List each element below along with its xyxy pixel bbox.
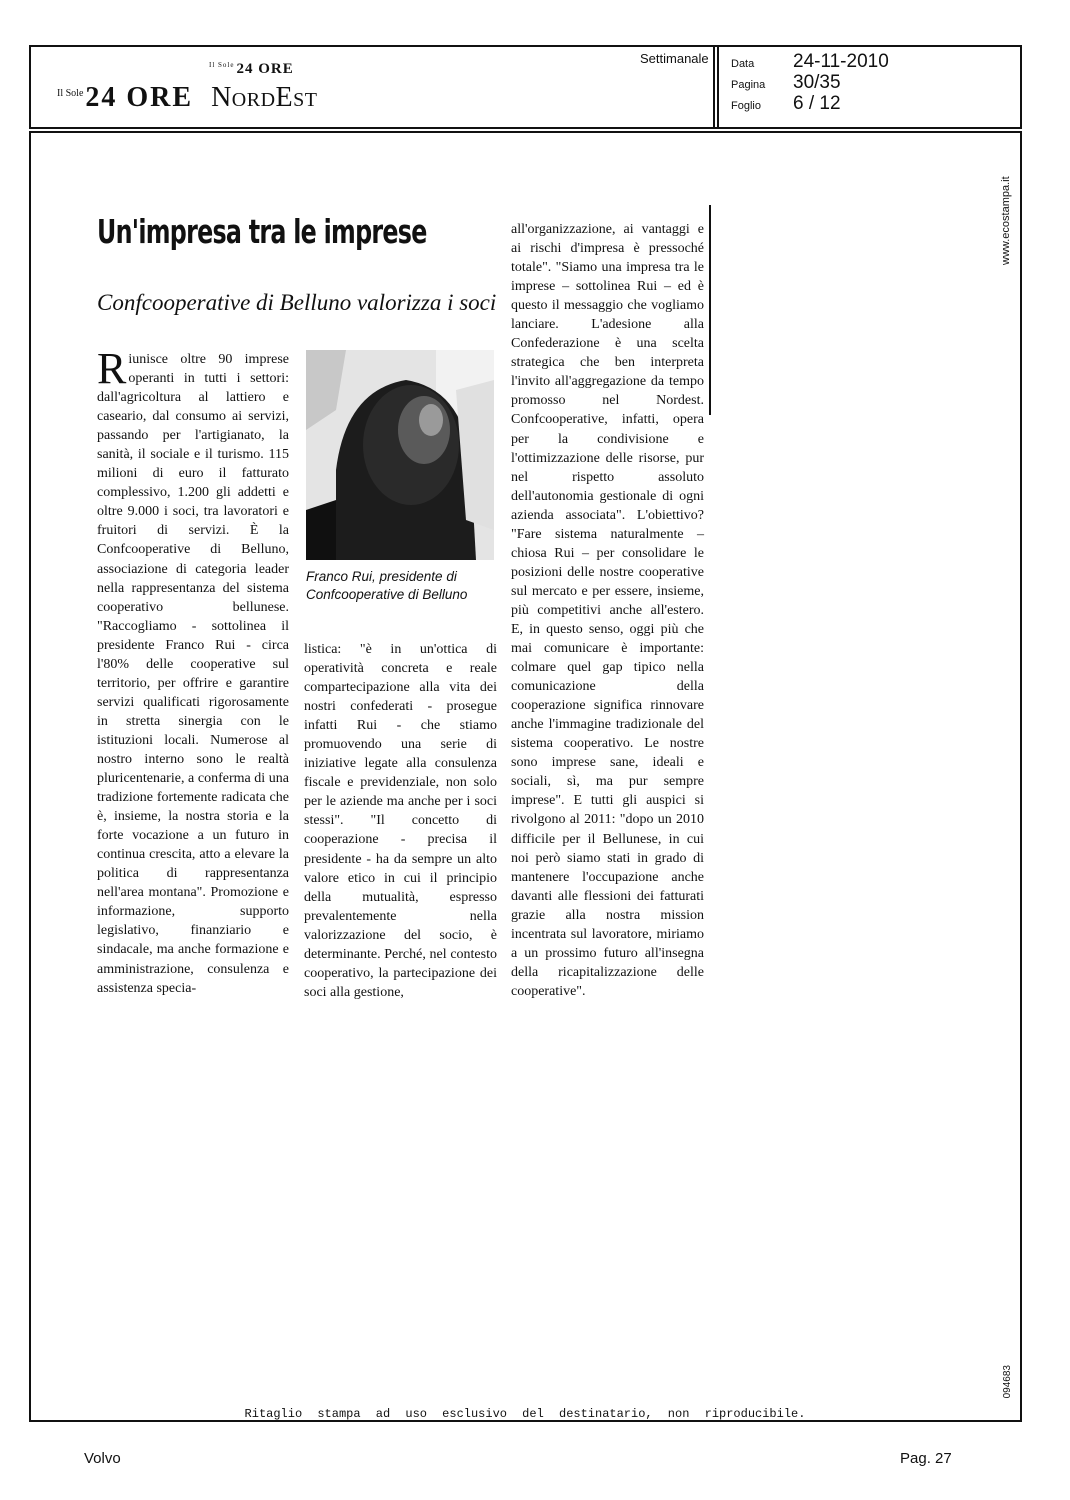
article-subtitle: Confcooperative di Belluno valorizza i soci	[97, 290, 497, 315]
article-column-1	[97, 344, 289, 998]
column-rule	[709, 205, 711, 415]
portrait-photo	[306, 350, 494, 560]
foglio-label: Foglio	[731, 100, 761, 112]
article-column-3: all'organizzazione, ai vantaggi e ai rischi d'impresa è pressoché totale". "Siamo una impresa tra le imprese – sottolinea Rui – ed è questo il messaggio che vogliamo lanciare. L'adesione alla Confederazione è una scelta strategica che ben interpreta l'invito all'aggregazione da tempo promosso nel Nordest. Confcooperative, infatti, opera per la condivisione e l'ottimizzazione delle risorse, pur nel rispetto assoluto dell'autonomia gestionale di ogni azienda associata". L'obiettivo? "Fare sistema naturalmente – chiosa Rui – per consolidare le posizioni delle nostre cooperative sul mercato e per essere, insieme, più competitivi anche all'estero. E, in questo senso, oggi più che mai comunicare è importante: colmare quel gap tipico nella comunicazione della cooperazione significa rinnovare anche l'immagine tradizionale del sistema cooperativo. Le nostre sono imprese sane, ideali e sociali, sì, ma pur sempre imprese". E tutti gli auspici si rivolgono al 2011: "dopo un 2010 difficile per il Bellunese, in cui noi però siamo stati in grado di mantenere l'occupazione anche davanti alle flessioni dei fatturati grazie alla nostra mission incentrata sul lavoratore, miriamo a un prossimo futuro all'insegna della ricapitalizzazione delle cooperative".	[511, 222, 704, 999]
pagina-label: Pagina	[731, 79, 766, 91]
logo-small: $^{Il Sole}$ 24 ORE	[209, 61, 294, 77]
column-1-text: iunisce oltre 90 imprese operanti in tutti i settori: dall'agricoltura al lattiero e caseario, dal consumo ai servizi, passando per l'artigianato, la sanità, il sociale e il turismo. 115 milioni di euro il fatturato complessivo, 1.200 gli addetti e oltre 9.000 i soci, tra lavoratori e fruitori di servizi. È la Confcooperative di Belluno, associazione di categoria leader nella rappresentanza del sistema cooperativo bellunese. "Raccogliamo - sottolinea il presidente Franco Rui - circa l'80% delle cooperative sul territorio, per offrire e garantire servizi qualificati rigorosamente in stretta sinergia con le istituzioni locali. Numerose al nostro interno sono le realtà pluricentenarie, a conferma di una tradizione fortemente radicata che è, insieme, la nostra storia e la forte vocazione a un futuro in continua crescita, atto a elevare la politica di rappresentanza nell'area montana". Promozione e informazione, supporto legislativo, finanziario e sindacale, ma anche formazione e amministrazione, consulenza e assistenza specia-	[97, 352, 289, 996]
article-column-2: listica: "è in un'ottica di operatività concreta e reale compartecipazione alla vita dei nostri confederati - prosegue infatti Rui - che stiamo promuovendo una serie di iniziative legate alla consulenza fiscale e previdenziale, non solo per le aziende ma anche per i soci stessi". "Il concetto di cooperazione - precisa il presidente - ha da sempre un alto valore etico in cui il principio della mutualità, espresso prevalentemente nella valorizzazione del socio, è determinante. Perché, nel contesto cooperativo, la partecipazione dei soci alla gestione,	[304, 642, 497, 1000]
footer-client: Volvo	[84, 1450, 121, 1467]
data-label: Data	[731, 58, 755, 70]
logo-edition: NordEst	[211, 82, 318, 113]
meta-block	[731, 51, 889, 114]
data-value: 24-11-2010	[793, 51, 889, 72]
side-code: 094683	[1002, 1365, 1013, 1399]
side-website: www.ecostampa.it	[1000, 176, 1012, 265]
article-title: Un'impresa tra le imprese	[97, 212, 427, 251]
logo-ore: 24 ORE	[85, 82, 194, 113]
frequency-label: Settimanale	[640, 51, 709, 66]
foglio-value: 6 / 12	[793, 93, 841, 114]
portrait-image	[306, 350, 494, 560]
newspaper-logo	[57, 82, 317, 114]
logo-prefix: Il Sole	[57, 88, 84, 99]
header-box	[29, 45, 1022, 129]
pagina-value: 30/35	[793, 72, 841, 93]
drop-cap: R	[97, 344, 127, 393]
photo-caption: Franco Rui, presidente di Confcooperative di Belluno	[306, 569, 468, 602]
footer-page-number: Pag. 27	[900, 1450, 952, 1467]
header-divider	[713, 47, 719, 127]
clipping-notice: Ritaglio stampa ad uso esclusivo del destinatario, non riproducibile.	[244, 1407, 806, 1421]
